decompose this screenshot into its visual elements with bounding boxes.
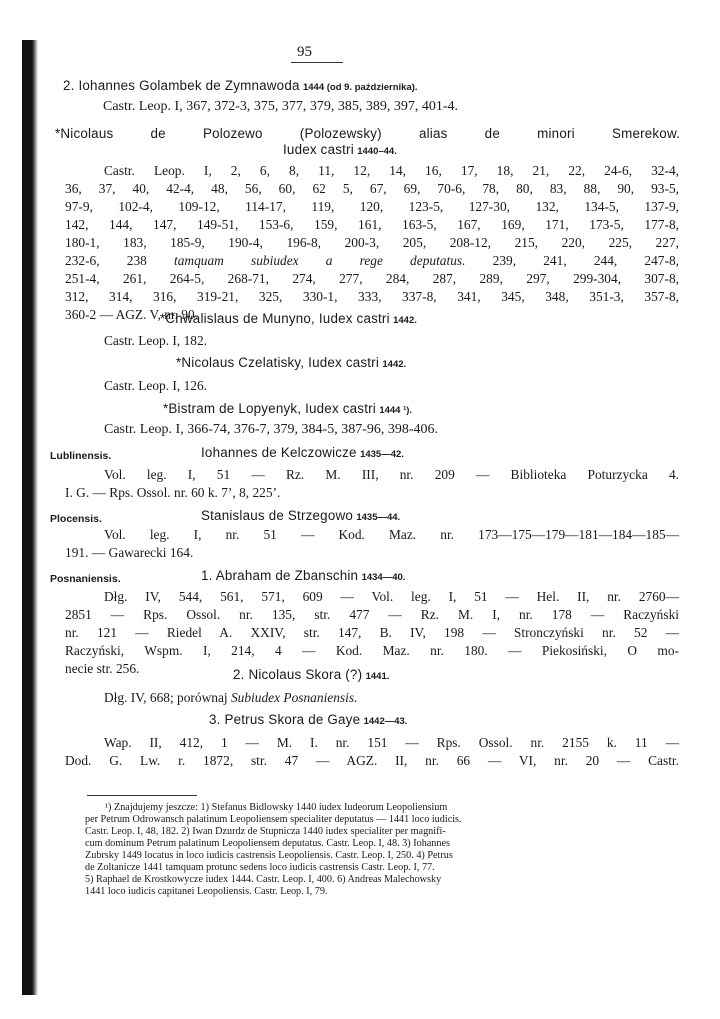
entry-heading: 2. Iohannes Golambek de Zymnawoda 1444 (od 9. października). — [63, 78, 418, 93]
ref-line: necie str. 256. — [65, 661, 140, 676]
footnote-line: de Zoltanicze 1441 tamquam protunc sedens loco iudicis castrensis Castr. Leop. I, 77. — [85, 862, 435, 873]
ref-line: nr. 121 — Riedel A. XXIV, str. 147, B. IV, 198 — Stronczyński nr. 52 — — [65, 625, 679, 640]
ref-line: 251-4, 261, 264-5, 268-71, 274, 277, 284, 287, 289, 297, 299-304, 307-8, — [65, 271, 679, 286]
ref-line: 232-6, 238 tamquam subiudex a rege deputatus. 239, 241, 244, 247-8, — [65, 253, 680, 268]
ref-line: Raczyński, Wspm. I, 214, 4 — Kod. Maz. nr. 180. — Piekosiński, O mo- — [65, 643, 679, 658]
ref-line: Vol. leg. I, nr. 51 — Kod. Maz. nr. 173—175—179—181—184—185— — [104, 527, 679, 542]
ref-line: 142, 144, 147, 149-51, 153-6, 159, 161, 163-5, 167, 169, 171, 173-5, 177-8, — [65, 217, 679, 232]
footnote-line: Castr. Leop. I, 48, 182. 2) Iwan Dzurdz de Stupnicza 1440 iudex specialiter per magnifi- — [85, 826, 446, 837]
book-binding-edge — [22, 40, 38, 995]
place-label: Lublinensis. — [50, 450, 112, 462]
entry-heading: Stanislaus de Strzegowo 1435—44. — [201, 508, 401, 523]
place-label: Plocensis. — [50, 513, 102, 525]
place-label: Posnaniensis. — [50, 573, 121, 585]
entry-heading: 1. Abraham de Zbanschin 1434—40. — [201, 568, 406, 583]
entry-heading: *Nicolaus de Polozewo (Polozewsky) alias de minori Smerekow. — [55, 126, 680, 141]
ref-line: 97-9, 102-4, 109-12, 114-17, 119, 120, 123-5, 127-30, 132, 134-5, 137-9, — [65, 199, 679, 214]
entry-heading: *Chwalislaus de Munyno, Iudex castri 1442. — [160, 311, 417, 326]
entry-heading: 2. Nicolaus Skora (?) 1441. — [233, 667, 390, 682]
page — [50, 0, 695, 1019]
page-number-rule — [291, 62, 343, 63]
footnote-line: 5) Raphael de Krostkowycze iudex 1444. Castr. Leop. I, 400. 6) Andreas Malechowsky — [85, 874, 442, 885]
ref-line: I. G. — Rps. Ossol. nr. 60 k. 7’, 8, 225’. — [65, 485, 281, 500]
ref-line: Dod. G. Lw. r. 1872, str. 47 — AGZ. II, nr. 66 — VI, nr. 20 — Castr. — [65, 753, 679, 768]
entry-ref: Castr. Leop. I, 367, 372-3, 375, 377, 379, 385, 389, 397, 401-4. — [103, 99, 459, 114]
footnote-line: ¹) Znajdujemy jeszcze: 1) Stefanus Bidlowsky 1440 iudex Iudeorum Leopoliensium — [105, 802, 448, 813]
ref-line: 180-1, 183, 185-9, 190-4, 196-8, 200-3, 205, 208-12, 215, 220, 225, 227, — [65, 235, 679, 250]
entry-ref: Castr. Leop. I, 182. — [104, 333, 208, 348]
ref-line: 36, 37, 40, 42-4, 48, 56, 60, 62 5, 67, 69, 70-6, 78, 80, 83, 88, 90, 93-5, — [65, 181, 679, 196]
entry-ref: Dłg. IV, 668; porównaj Subiudex Posnaniensis. — [104, 690, 358, 705]
ref-line: Dłg. IV, 544, 561, 571, 609 — Vol. leg. I, 51 — Hel. II, nr. 2760— — [104, 589, 679, 604]
ref-line: 312, 314, 316, 319-21, 325, 330-1, 333, 337-8, 341, 345, 348, 351-3, 357-8, — [65, 289, 679, 304]
ref-line: 360-2 — AGZ. V, nr. 90. — [65, 307, 199, 322]
ref-line: Wap. II, 412, 1 — M. I. nr. 151 — Rps. Ossol. nr. 2155 k. 11 — — [104, 735, 679, 750]
footnote-line: cum dominum Petrum palatinum Leopoliensem deputatus. Castr. Leop. I, 48. 3) Iohannes — [85, 838, 450, 849]
entry-subheading: Iudex castri 1440–44. — [283, 142, 397, 157]
page-number: 95 — [297, 44, 312, 60]
ref-line: Vol. leg. I, 51 — Rz. M. III, nr. 209 — Biblioteka Poturzycka 4. — [104, 467, 679, 482]
footnote-line: Zubrsky 1449 locatus in loco iudicis castrensis Leopoliensis. Castr. Leop. I, 250. 4) Petrus — [85, 850, 453, 861]
ref-line: Castr. Leop. I, 2, 6, 8, 11, 12, 14, 16, 17, 18, 21, 22, 24-6, 32-4, — [104, 163, 679, 178]
entry-ref: Castr. Leop. I, 126. — [104, 378, 208, 393]
entry-ref: Castr. Leop. I, 366-74, 376-7, 379, 384-5, 387-96, 398-406. — [104, 422, 439, 437]
footnote-line: 1441 loco iudicis capitanei Leopoliensis. Castr. Leop. I, 79. — [85, 886, 328, 897]
entry-heading: *Bistram de Lopyenyk, Iudex castri 1444 ¹). — [163, 401, 413, 416]
footnote-rule — [87, 795, 197, 796]
ref-line: 2851 — Rps. Ossol. nr. 135, str. 477 — Rz. M. I, nr. 178 — Raczyński — [65, 607, 679, 622]
entry-heading: 3. Petrus Skora de Gaye 1442—43. — [209, 712, 408, 727]
footnote-line: per Petrum Odrowansch palatinum Leopoliensem specialiter deputatus — 1441 loco iudicis. — [85, 814, 462, 825]
entry-heading: *Nicolaus Czelatisky, Iudex castri 1442. — [176, 355, 407, 370]
entry-heading: Iohannes de Kelczowicze 1435—42. — [201, 445, 404, 460]
ref-line: 191. — Gawarecki 164. — [65, 545, 194, 560]
